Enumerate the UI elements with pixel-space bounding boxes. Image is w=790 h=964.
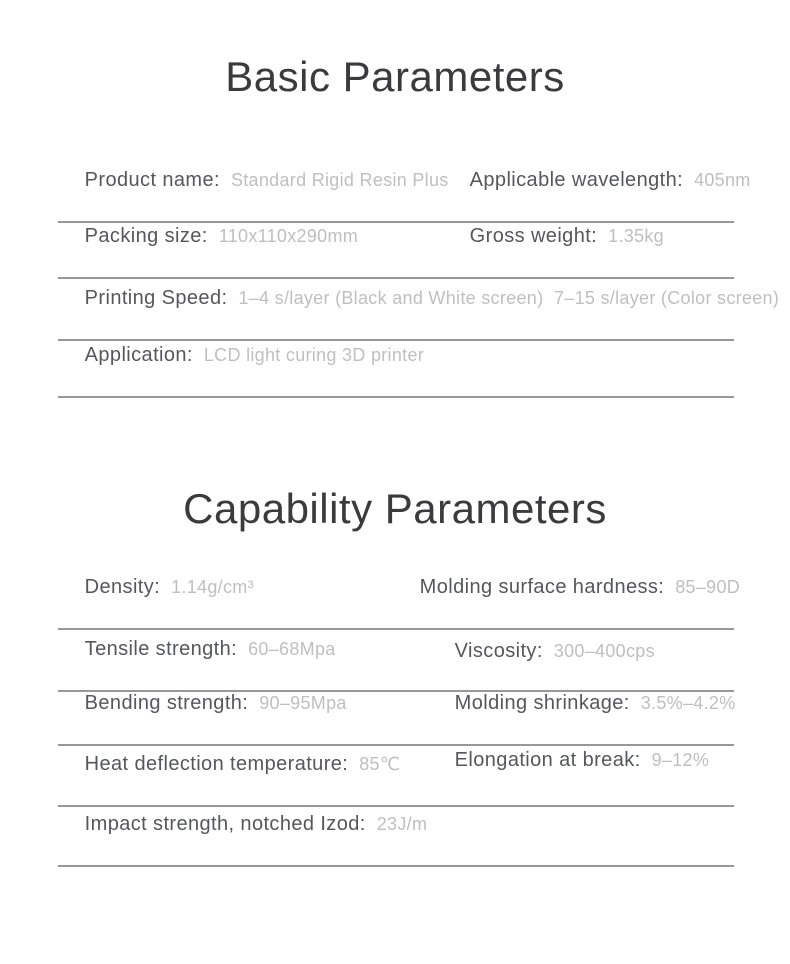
spec-label-application: Application:: [84, 344, 193, 366]
spec-value-printing-speed: 1–4 s/layer (Black and White screen) 7–15 s/layer (Color screen): [238, 288, 780, 308]
spec-cell: [58, 794, 427, 856]
spec-label-heat-deflection-temperature: Heat deflection temperature:: [84, 753, 349, 775]
spec-row-impact-strength: [58, 813, 734, 867]
spec-cell: [428, 673, 736, 735]
spec-label-elongation-at-break: Elongation at break:: [454, 749, 641, 771]
spec-cell: [58, 268, 779, 330]
spec-value-bending-strength: 90–95Mpa: [259, 693, 347, 713]
spec-value-viscosity: 300–400cps: [553, 641, 655, 661]
spec-cell: [428, 730, 709, 792]
spec-label-molding-shrinkage: Molding shrinkage:: [454, 692, 630, 714]
spec-value-applicable-wavelength: 405nm: [694, 170, 751, 190]
spec-value-impact-strength: 23J/m: [376, 814, 428, 834]
spec-value-gross-weight: 1.35kg: [608, 226, 664, 246]
spec-label-viscosity: Viscosity:: [454, 640, 543, 662]
spec-cell: [393, 557, 740, 619]
spec-label-applicable-wavelength: Applicable wavelength:: [469, 169, 684, 191]
spec-value-density: 1.14g/cm³: [171, 577, 254, 597]
spec-row-application: [58, 344, 734, 398]
spec-cell: [443, 150, 751, 212]
spec-label-impact-strength: Impact strength, notched Izod:: [84, 813, 366, 835]
spec-label-bending-strength: Bending strength:: [84, 692, 249, 714]
spec-label-gross-weight: Gross weight:: [469, 225, 598, 247]
spec-cell: [58, 325, 424, 387]
spec-cell: [58, 734, 400, 796]
section-title-basic-parameters: Basic Parameters: [225, 53, 565, 100]
spec-value-heat-deflection-temperature: 85℃: [359, 754, 401, 774]
spec-cell: [58, 150, 449, 212]
spec-cell: [58, 206, 358, 268]
spec-value-tensile-strength: 60–68Mpa: [248, 639, 336, 659]
spec-value-molding-shrinkage: 3.5%–4.2%: [640, 693, 736, 713]
spec-value-elongation-at-break: 9–12%: [651, 750, 710, 770]
spec-label-packing-size: Packing size:: [84, 225, 208, 247]
spec-label-molding-surface-hardness: Molding surface hardness:: [419, 576, 665, 598]
spec-label-product-name: Product name:: [84, 169, 220, 191]
spec-label-density: Density:: [84, 576, 161, 598]
section-title-capability-parameters: Capability Parameters: [183, 485, 607, 532]
spec-cell: [443, 206, 664, 268]
spec-value-application: LCD light curing 3D printer: [203, 345, 425, 365]
spec-cell: [58, 557, 254, 619]
spec-cell: [58, 619, 336, 681]
spec-value-molding-surface-hardness: 85–90D: [675, 577, 741, 597]
spec-cell: [58, 673, 347, 735]
spec-label-tensile-strength: Tensile strength:: [84, 638, 238, 660]
spec-label-printing-speed: Printing Speed:: [84, 287, 228, 309]
spec-value-product-name: Standard Rigid Resin Plus: [230, 170, 449, 190]
spec-value-packing-size: 110x110x290mm: [218, 226, 359, 246]
